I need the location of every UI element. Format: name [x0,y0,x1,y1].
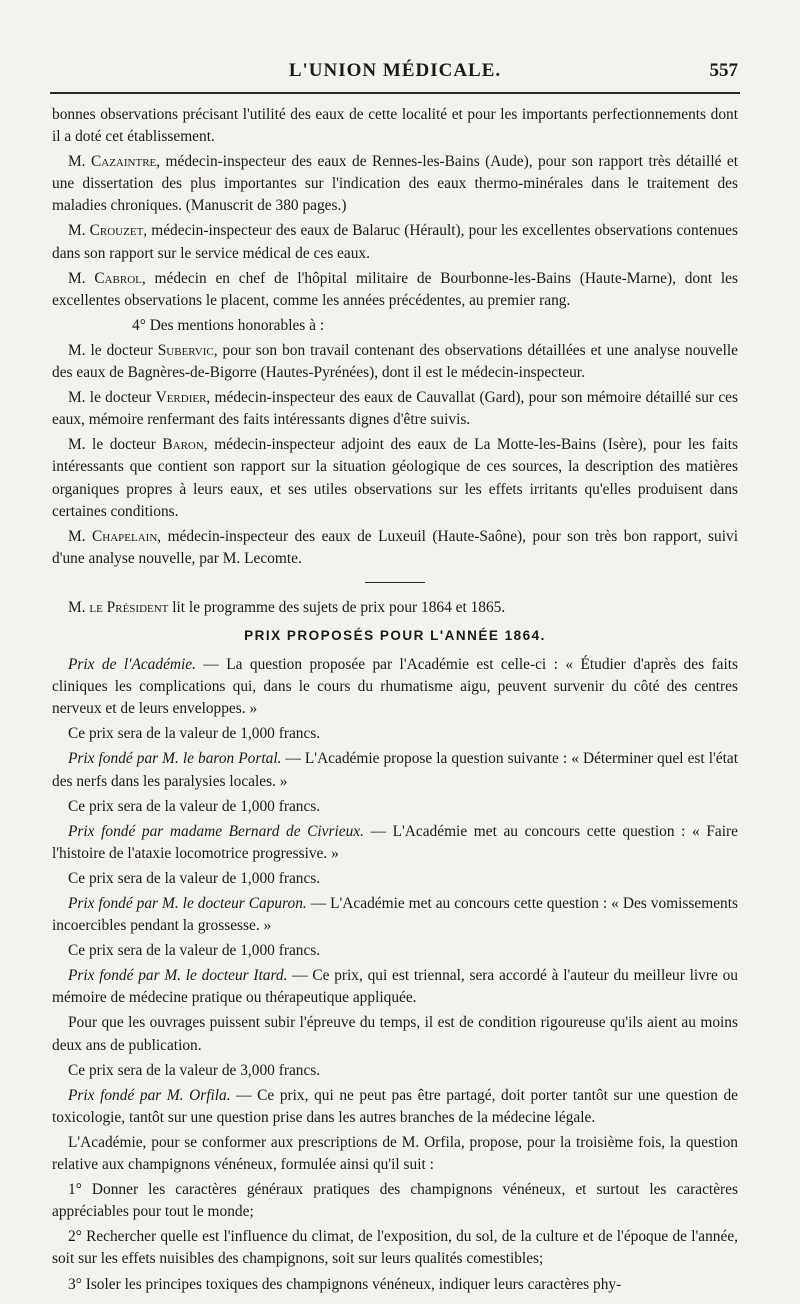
paragraph-prefix: M. le docteur [68,341,158,359]
paragraph-text: médecin-inspecteur des eaux de Rennes-les-Bains (Aude), pour son rapport très détaillé et une dissertation des plus importantes sur l'indication des eaux thermo-minérales dans le traitement des maladies chroniques. (Manuscrit de 380 pages.) [52,153,738,215]
paragraph [52,340,738,384]
paragraph-text: médecin-inspecteur des eaux de Balaruc (Hérault), pour les excellentes observations contenues dans son rapport sur le service médical de ces eaux. [52,222,738,262]
paragraph-text: médecin-inspecteur des eaux de Cauvallat (Gard), pour son mémoire détaillé sur ces eaux, mémoire renfermant des faits intéressants dignes d'être suivis. [52,389,738,429]
person-name: Baron, [162,436,208,454]
person-name: M. Crouzet, [68,222,148,240]
body-text [52,104,738,1299]
paragraph-text: — Ce prix, qui est triennal, sera accordé à l'auteur du meilleur livre ou mémoire de médecine pratique ou thérapeutique appliquée. [52,967,738,1007]
paragraph-text: — L'Académie propose la question suivante : « Déterminer quel est l'état des nerfs dans les paralysies locales. » [52,750,738,790]
person-name: M. Cabrol, [68,269,146,287]
separator-rule [365,582,425,583]
paragraph [52,965,738,1009]
prize-value: Ce prix sera de la valeur de 3,000 francs. [68,1061,321,1079]
paragraph-text: médecin-inspecteur des eaux de Luxeuil (Haute-Saône), pour son très bon rapport, suivi d'une analyse nouvelle, par M. Lecomte. [52,527,738,567]
paragraph [52,268,738,312]
paragraph [52,748,738,792]
paragraph [52,104,738,148]
paragraph [52,526,738,570]
prize-name: Prix fondé par M. Orfila. [68,1086,231,1104]
paragraph-text: — Ce prix, qui ne peut pas être partagé, doit porter tantôt sur une question de toxicologie, tantôt sur une question prise dans les autres branches de la médecine légale. [52,1086,738,1126]
paragraph-text: médecin en chef de l'hôpital militaire de Bourbonne-les-Bains (Haute-Marne), dont les excellentes observations le placent, comme les années précédentes, au premier rang. [52,269,738,309]
person-name: le Président [89,598,169,616]
paragraph-text: — L'Académie met au concours cette question : « Des vomissements incoercibles pendant la grossesse. » [52,895,738,935]
paragraph: L'Académie, pour se conformer aux prescriptions de M. Orfila, propose, pour la troisième fois, la question relative aux champignons vénéneux, formulée ainsi qu'il suit : [52,1133,738,1174]
paragraph-prefix: M. le docteur [68,436,163,454]
paragraph-text: bonnes observations précisant l'utilité des eaux de cette localité et pour les importants perfectionnements dont il a doté cet établissement. [52,106,738,146]
person-name: M. Chapelain, [68,527,162,545]
list-item: 2° Rechercher quelle est l'influence du climat, de l'exposition, du sol, de la culture et de l'époque de l'année, soit sur les effets nuisibles des champignons, soit sur leurs qualités comestibles; [52,1228,738,1268]
person-name: Verdier, [155,389,211,407]
paragraph-text: — L'Académie met au concours cette question : « Faire l'histoire de l'ataxie locomotrice progressive. » [52,822,738,862]
page-number: 557 [709,60,738,81]
person-name: M. Cazaintre, [68,153,161,171]
paragraph-text: pour son bon travail contenant des observations détaillées et une analyse nouvelle des eaux de Bagnères-de-Bigorre (Hautes-Pyrénées), dont il est le médecin-inspecteur. [52,341,738,382]
paragraph-text: lit le programme des sujets de prix pour 1864 et 1865. [168,598,506,616]
paragraph [52,151,738,217]
paragraph-text: — La question proposée par l'Académie est celle-ci : « Étudier d'après des faits cliniques les complications qui, dans le cours du rhumatisme aigu, peuvent survenir du côté des centres nerveux et de leurs enveloppes. » [52,656,739,718]
paragraph [52,434,738,522]
prize-name: Prix fondé par M. le baron Portal. [68,750,282,768]
paragraph-prefix: M. [68,598,90,616]
prize-value: Ce prix sera de la valeur de 1,000 francs. [68,725,321,743]
paragraph [52,654,738,720]
list-item: 3° Isoler les principes toxiques des champignons vénéneux, indiquer leurs caractères phy- [68,1275,622,1293]
section-title: PRIX PROPOSÉS POUR L'ANNÉE 1864. [244,627,546,643]
prize-value: Ce prix sera de la valeur de 1,000 francs. [68,942,321,960]
paragraph [52,387,738,431]
paragraph [52,1085,738,1129]
paragraph [52,597,738,619]
page-header [50,58,740,94]
prize-value: Ce prix sera de la valeur de 1,000 francs. [68,797,321,815]
paragraph-text: médecin-inspecteur adjoint des eaux de La Motte-les-Bains (Isère), pour les faits intéressants que contient son rapport sur la situation géologique de ces sources, la description des matières organiques propres à leurs eaux, et ses utiles observations sur les effets irritants qu'elles produisent dans certaines conditions. [52,436,738,520]
prize-name: Prix fondé par M. le docteur Itard. [68,967,288,985]
paragraph [52,893,738,937]
paragraph-prefix: M. le docteur [68,389,156,407]
prize-name: Prix fondé par madame Bernard de Civrieux. [68,822,364,840]
prize-name: Prix fondé par M. le docteur Capuron. [68,895,307,912]
person-name: Subervic, [157,341,218,359]
paragraph [52,220,738,264]
running-title: L'UNION MÉDICALE. [288,60,502,81]
paragraph: Pour que les ouvrages puissent subir l'épreuve du temps, il est de condition rigoureuse qu'ils aient au moins deux ans de publication. [52,1014,738,1054]
paragraph [52,821,738,865]
prize-value: Ce prix sera de la valeur de 1,000 francs. [68,869,321,887]
list-item: 1° Donner les caractères généraux pratiques des champignons vénéneux, et surtout les caractères appréciables pour tout le monde; [52,1181,738,1221]
prize-name: Prix de l'Académie. [68,656,196,674]
subheading: 4° Des mentions honorables à : [132,316,325,334]
